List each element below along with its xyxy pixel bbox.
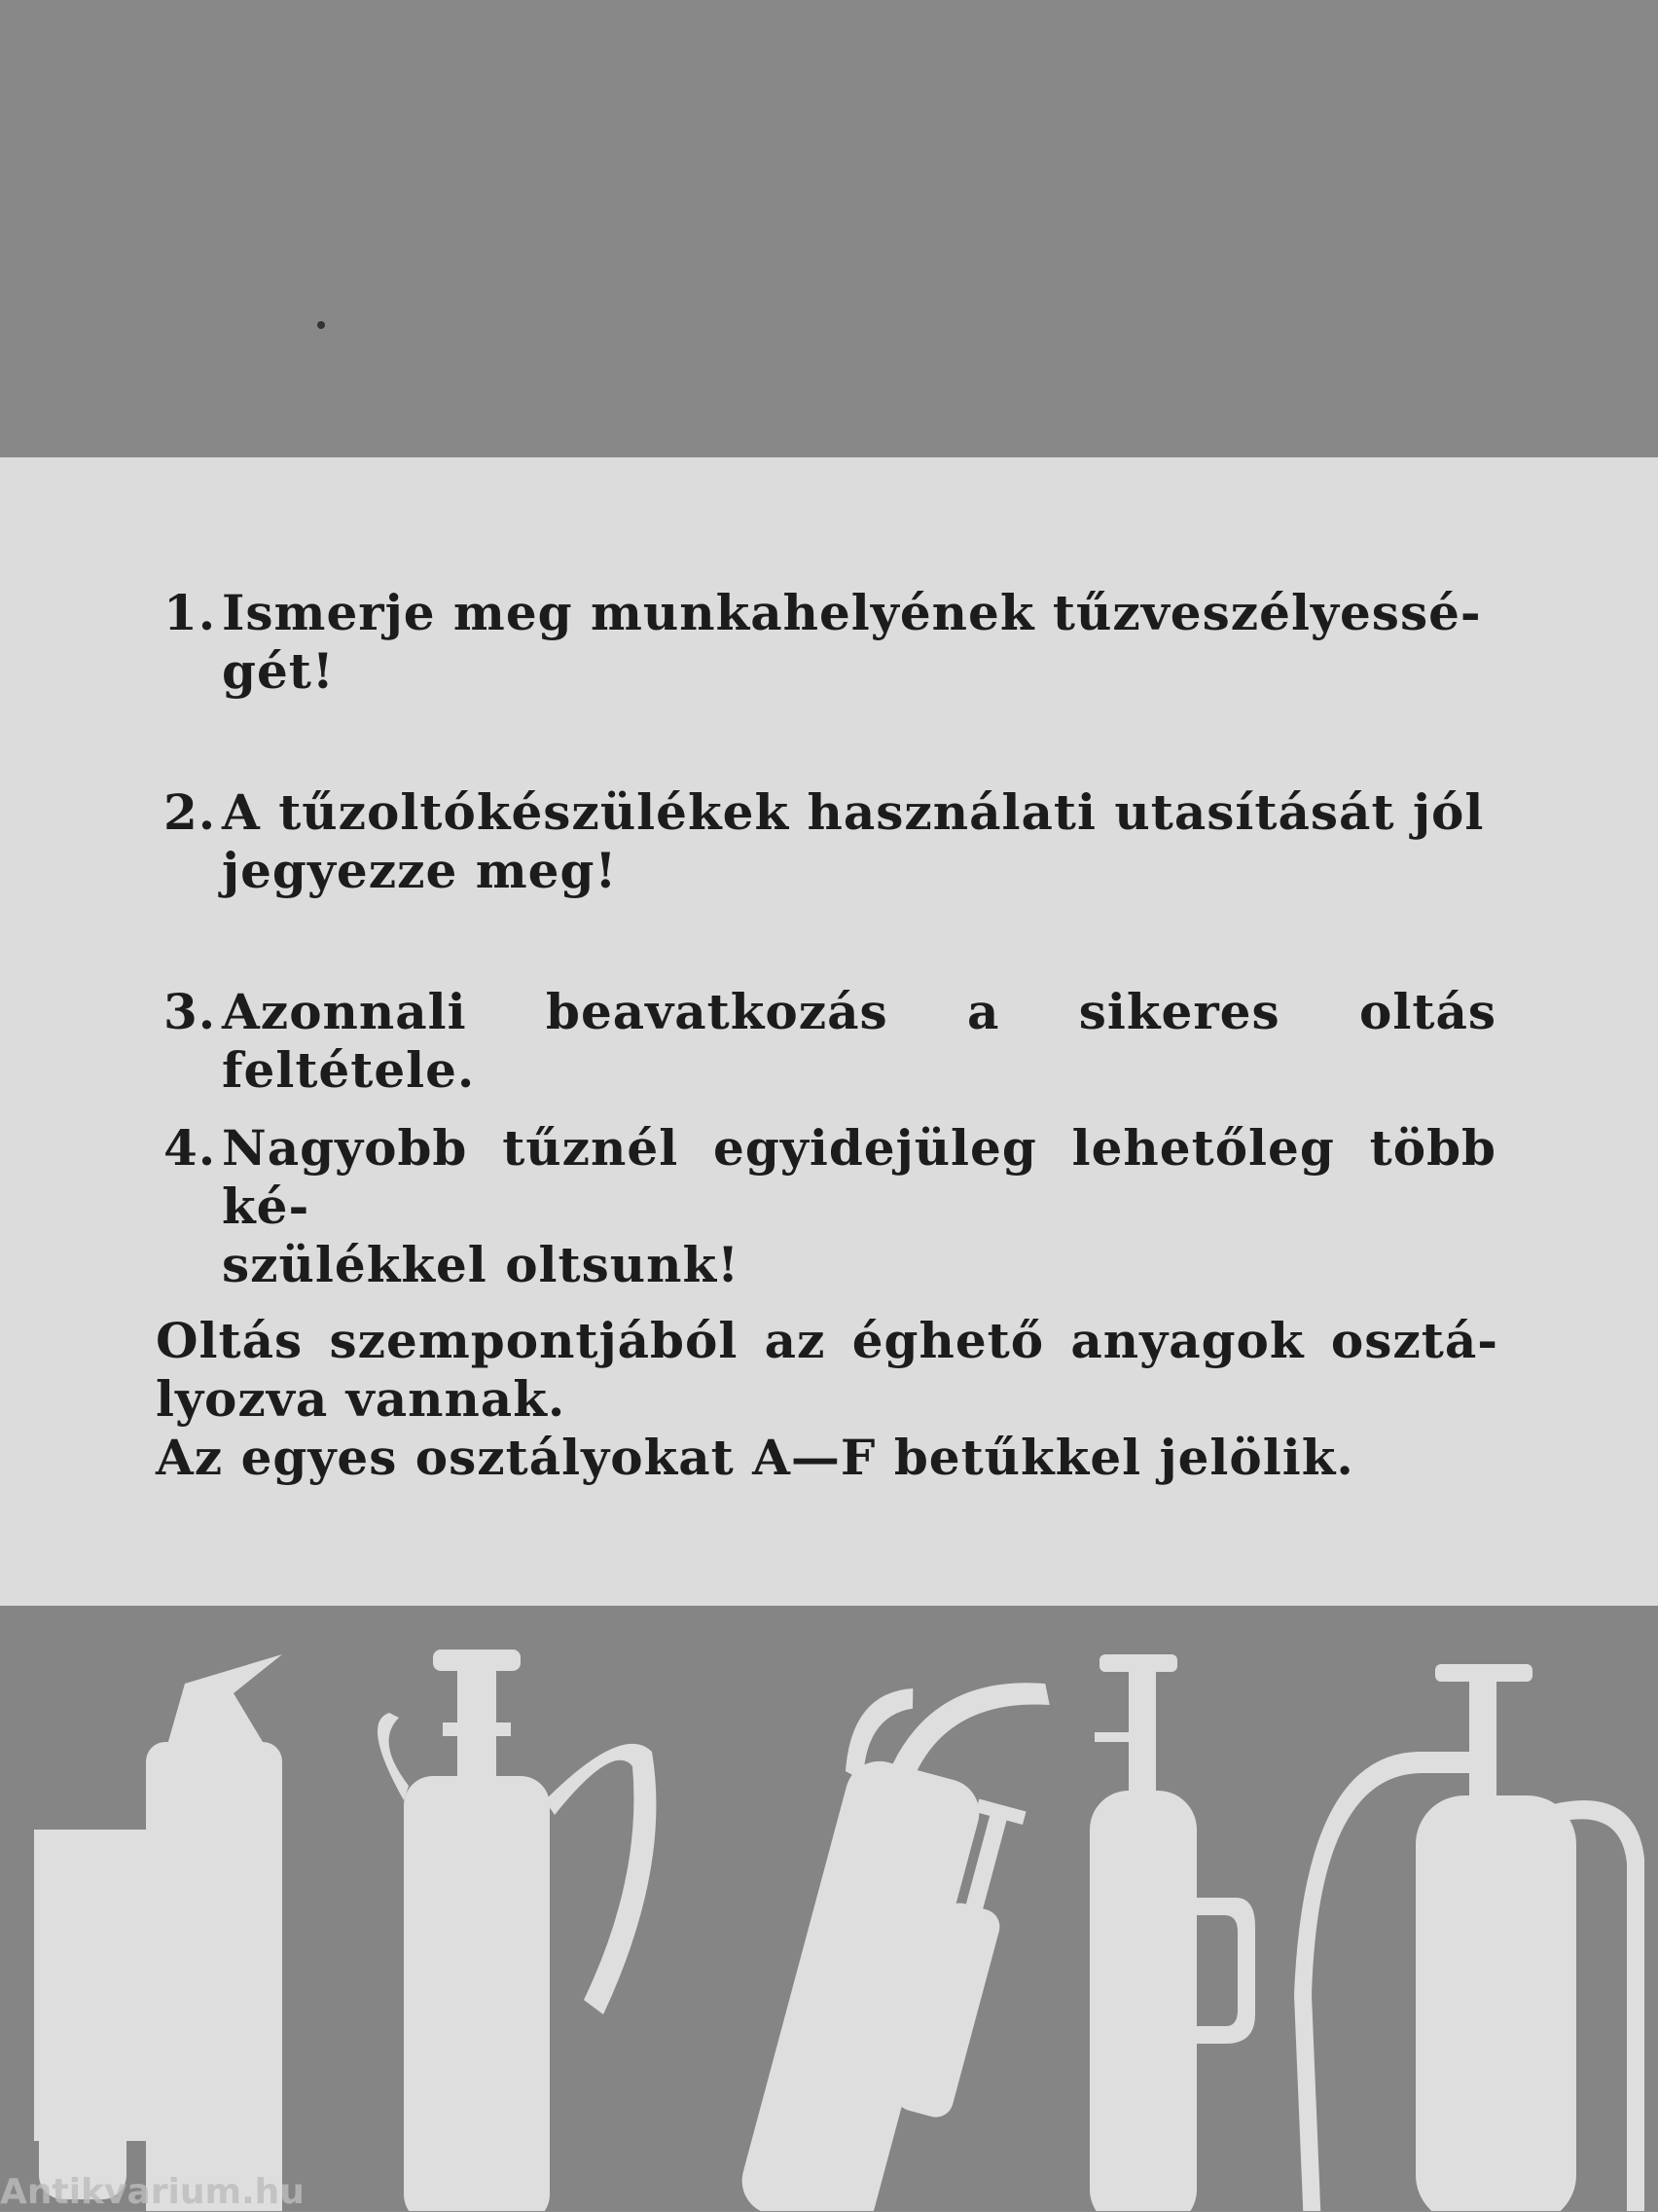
rule-text-line: szülékkel oltsunk! bbox=[222, 1236, 740, 1293]
rule-number: 1. bbox=[163, 584, 217, 641]
rule-text-line: A tűzoltókészülékek használati utasítását jól bbox=[222, 783, 1485, 841]
rule-text-line: Ismerje meg munkahelyének tűzveszélyessé- bbox=[222, 584, 1482, 641]
rule-number: 2. bbox=[163, 783, 217, 841]
rule-number: 4. bbox=[163, 1119, 217, 1177]
rule-item-2 bbox=[163, 783, 1484, 900]
fire-extinguisher-icon bbox=[34, 1654, 282, 2211]
rule-item-4 bbox=[163, 1119, 1496, 1294]
note-line-2: lyozva vannak. bbox=[156, 1370, 566, 1428]
fire-extinguisher-icon bbox=[1294, 1664, 1644, 2211]
fire-extinguisher-icon bbox=[727, 1639, 1064, 2211]
rule-text-line: jegyezze meg! bbox=[222, 842, 618, 899]
watermark-text: Antikvarium.hu bbox=[0, 2172, 305, 2212]
print-speck bbox=[317, 321, 325, 329]
extinguisher-illustration-band bbox=[0, 1606, 1658, 2211]
note-line-1: Oltás szempontjából az éghető anyagok osztá- bbox=[156, 1312, 1498, 1369]
extinguisher-illustration bbox=[0, 1606, 1658, 2211]
rule-item-3 bbox=[163, 983, 1496, 1100]
note-line-3: Az egyes osztályokat A—F betűkkel jelölik. bbox=[156, 1429, 1354, 1486]
top-gray-band bbox=[0, 0, 1658, 457]
classification-note bbox=[156, 1312, 1498, 1487]
rule-number: 3. bbox=[163, 983, 217, 1040]
rule-text-line: gét! bbox=[222, 642, 335, 700]
rule-text-line: Azonnali beavatkozás a sikeres oltás feltétele. bbox=[222, 983, 1496, 1099]
rule-text-line: Nagyobb tűznél egyidejüleg lehetőleg több ké- bbox=[222, 1119, 1496, 1235]
fire-extinguisher-icon bbox=[378, 1650, 656, 2211]
rule-item-1 bbox=[163, 584, 1482, 701]
fire-extinguisher-icon bbox=[1090, 1654, 1255, 2211]
